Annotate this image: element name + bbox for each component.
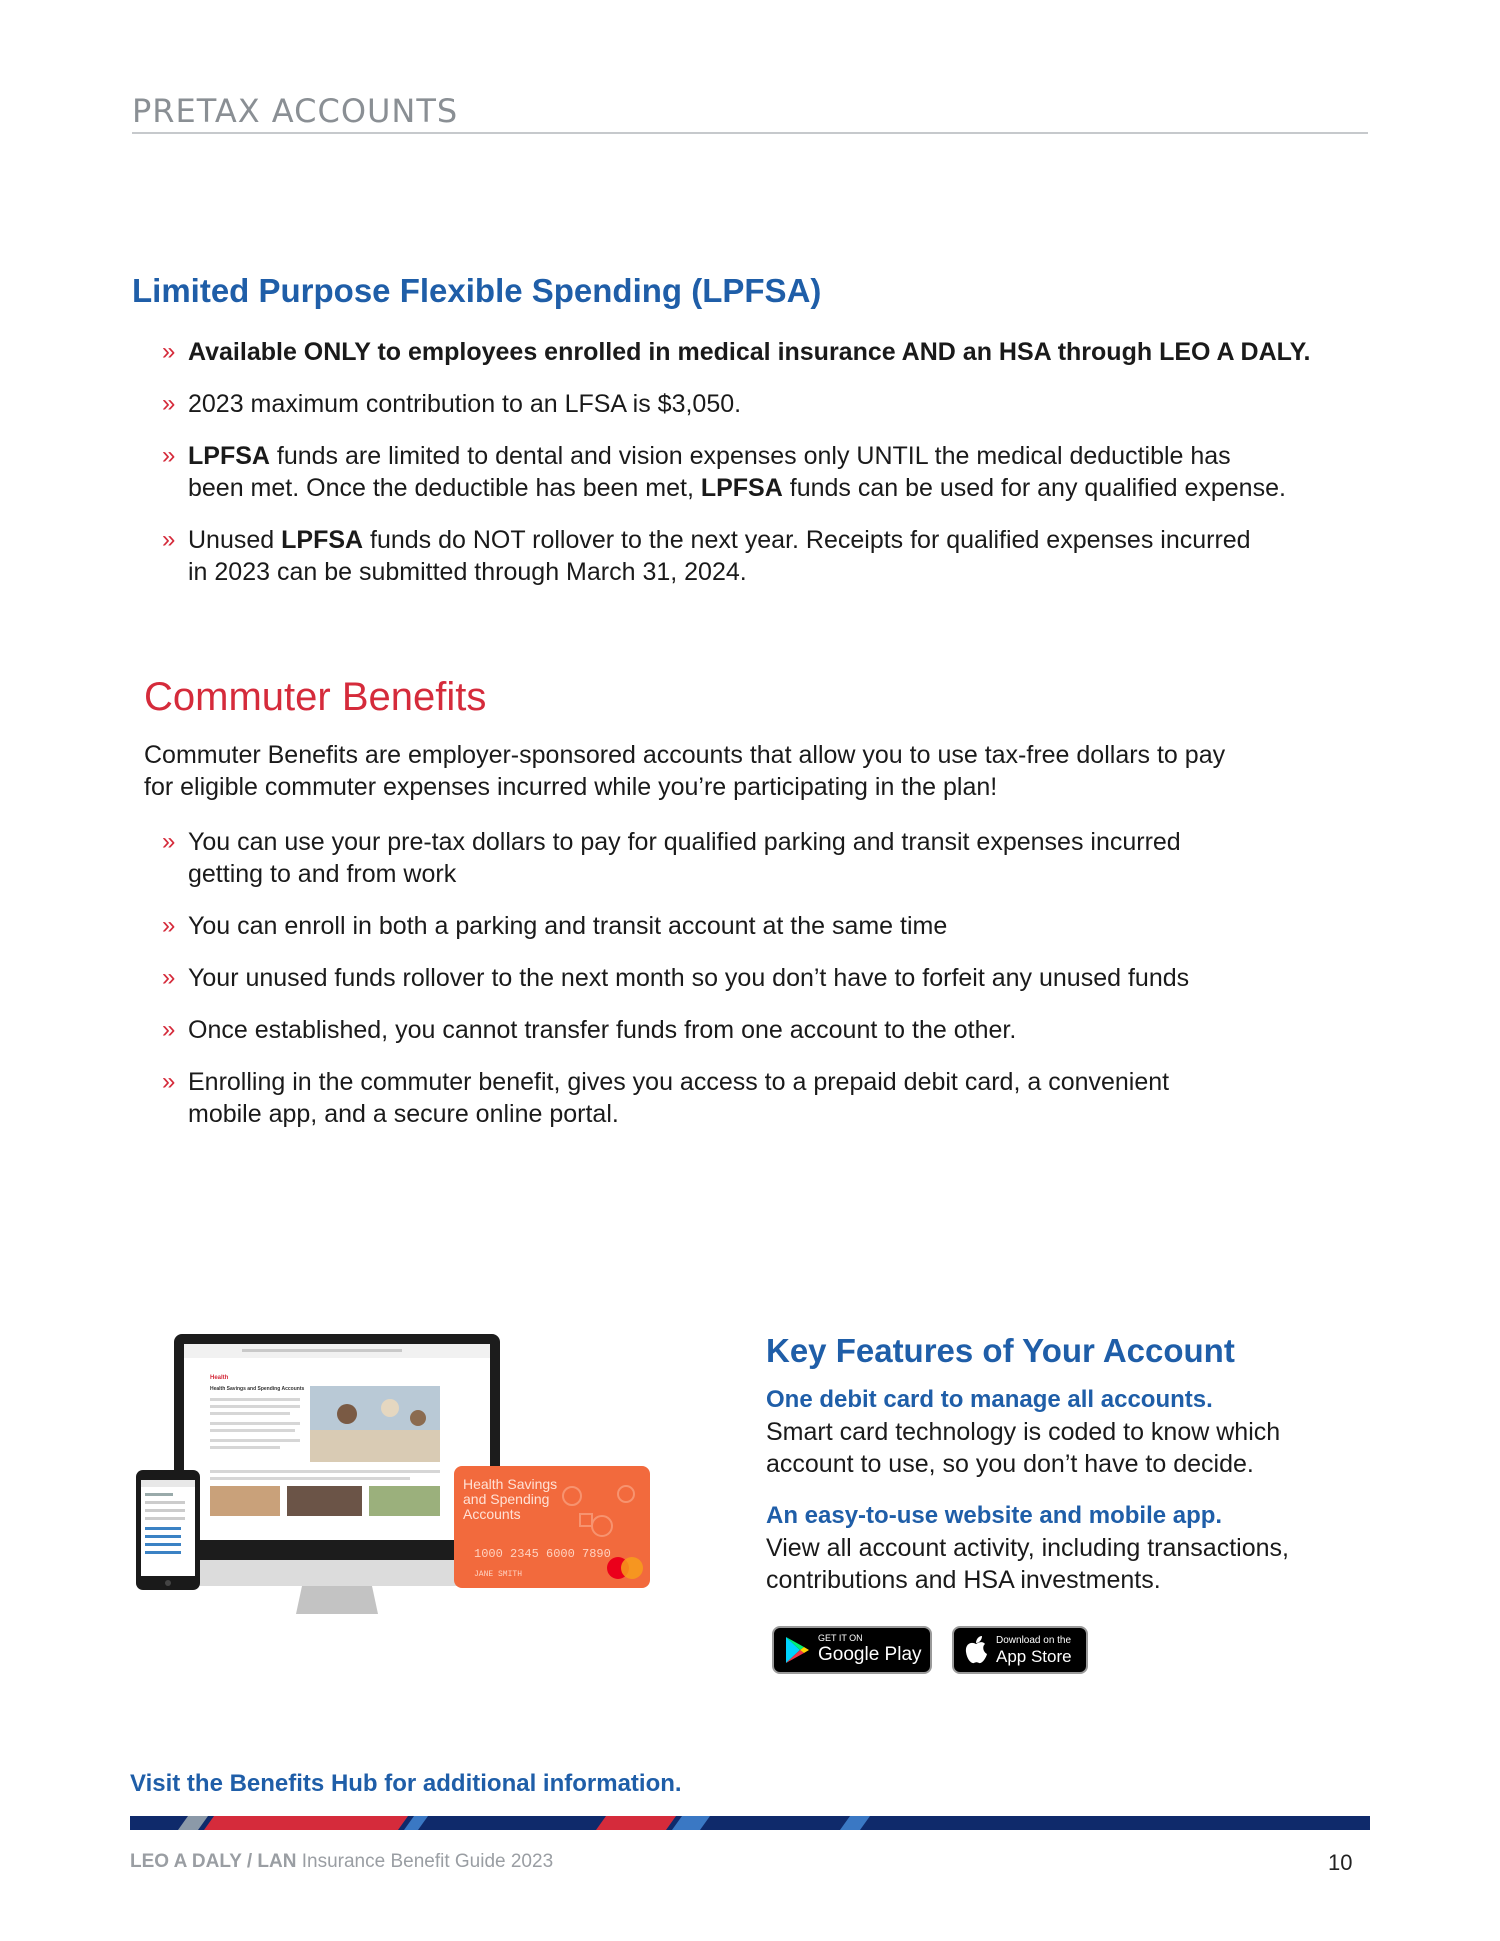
page-number: 10 [1328,1850,1353,1875]
svg-text:Accounts: Accounts [463,1506,521,1522]
bullet-chevron-icon: » [162,442,176,469]
svg-text:1000 2345 6000 7890: 1000 2345 6000 7890 [474,1547,611,1561]
google-play-icon [784,1636,810,1664]
list-item: » Unused LPFSA funds do NOT rollover to the next year. Receipts for qualified expenses incurred in 2023 can be submitted through March 31, 2024. [162,526,1251,586]
footer-guide-title: LEO A DALY / LAN Insurance Benefit Guide 2023 [130,1851,554,1872]
account-devices-illustration [132,1330,672,1650]
list-item: » You can enroll in both a parking and transit account at the same time [162,912,948,940]
feature-website-app [766,1500,1326,1596]
apple-icon [964,1635,988,1665]
list-item: » Available ONLY to employees enrolled in medical insurance AND an HSA through LEO A DALY. [162,338,1311,366]
bullet-chevron-icon: » [162,1068,176,1095]
benefits-hub-link[interactable]: Visit the Benefits Hub for additional information. [130,1770,682,1797]
commuter-bullet-list [132,826,1332,1150]
bullet-chevron-icon: » [162,390,176,417]
header-divider [132,132,1368,134]
bullet-chevron-icon: » [162,912,176,939]
lpfsa-title: Limited Purpose Flexible Spending (LPFSA) [132,272,822,309]
bullet-chevron-icon: » [162,828,176,855]
list-item: » LPFSA funds are limited to dental and vision expenses only UNTIL the medical deductible has been met. Once the deductible has been met, LPFSA funds can be used for any qualified expense. [162,442,1286,502]
bullet-chevron-icon: » [162,1016,176,1043]
google-play-badge[interactable]: GET IT ON Google Play [772,1626,932,1674]
list-item: » Enrolling in the commuter benefit, gives you access to a prepaid debit card, a convenient mobile app, and a secure online portal. [162,1068,1170,1128]
list-item: » 2023 maximum contribution to an LFSA is $3,050. [162,390,742,418]
svg-text:Health Savings: Health Savings [463,1476,558,1492]
feature-description: View all account activity, including transactions, contributions and HSA investments. [766,1534,1289,1594]
feature-description: Smart card technology is coded to know which account to use, so you don’t have to decide. [766,1418,1281,1478]
app-store-badge[interactable]: Download on the App Store [952,1626,1088,1674]
monitor-graphic [174,1334,500,1614]
debit-card-graphic [454,1466,650,1588]
bullet-chevron-icon: » [162,964,176,991]
bullet-chevron-icon: » [162,526,176,553]
feature-heading: An easy-to-use website and mobile app. [766,1502,1223,1529]
phone-graphic [136,1470,200,1590]
mastercard-logo [607,1557,643,1579]
commuter-intro: Commuter Benefits are employer-sponsored accounts that allow you to use tax-free dollars to pay for eligible commuter expenses incurred while you’re participating in the plan! [144,741,1226,801]
svg-text:Health Savings and Spending Ac: Health Savings and Spending Accounts [210,1386,305,1392]
svg-text:Health: Health [210,1375,229,1381]
list-item: » You can use your pre-tax dollars to pay for qualified parking and transit expenses incurred getting to and from work [162,828,1181,888]
svg-text:and Spending: and Spending [463,1491,550,1507]
feature-heading: One debit card to manage all accounts. [766,1386,1213,1413]
features-title: Key Features of Your Account [766,1332,1235,1369]
bullet-chevron-icon: » [162,338,176,365]
section-header: PRETAX ACCOUNTS [132,92,459,130]
list-item: » Your unused funds rollover to the next month so you don’t have to forfeit any unused funds [162,964,1190,992]
list-item: » Once established, you cannot transfer funds from one account to the other. [162,1016,1017,1044]
feature-debit-card [766,1384,1326,1480]
commuter-title: Commuter Benefits [144,675,487,719]
svg-text:JANE SMITH: JANE SMITH [474,1570,523,1579]
lpfsa-bullet-list [132,336,1332,608]
footer-stripe [130,1816,1370,1830]
